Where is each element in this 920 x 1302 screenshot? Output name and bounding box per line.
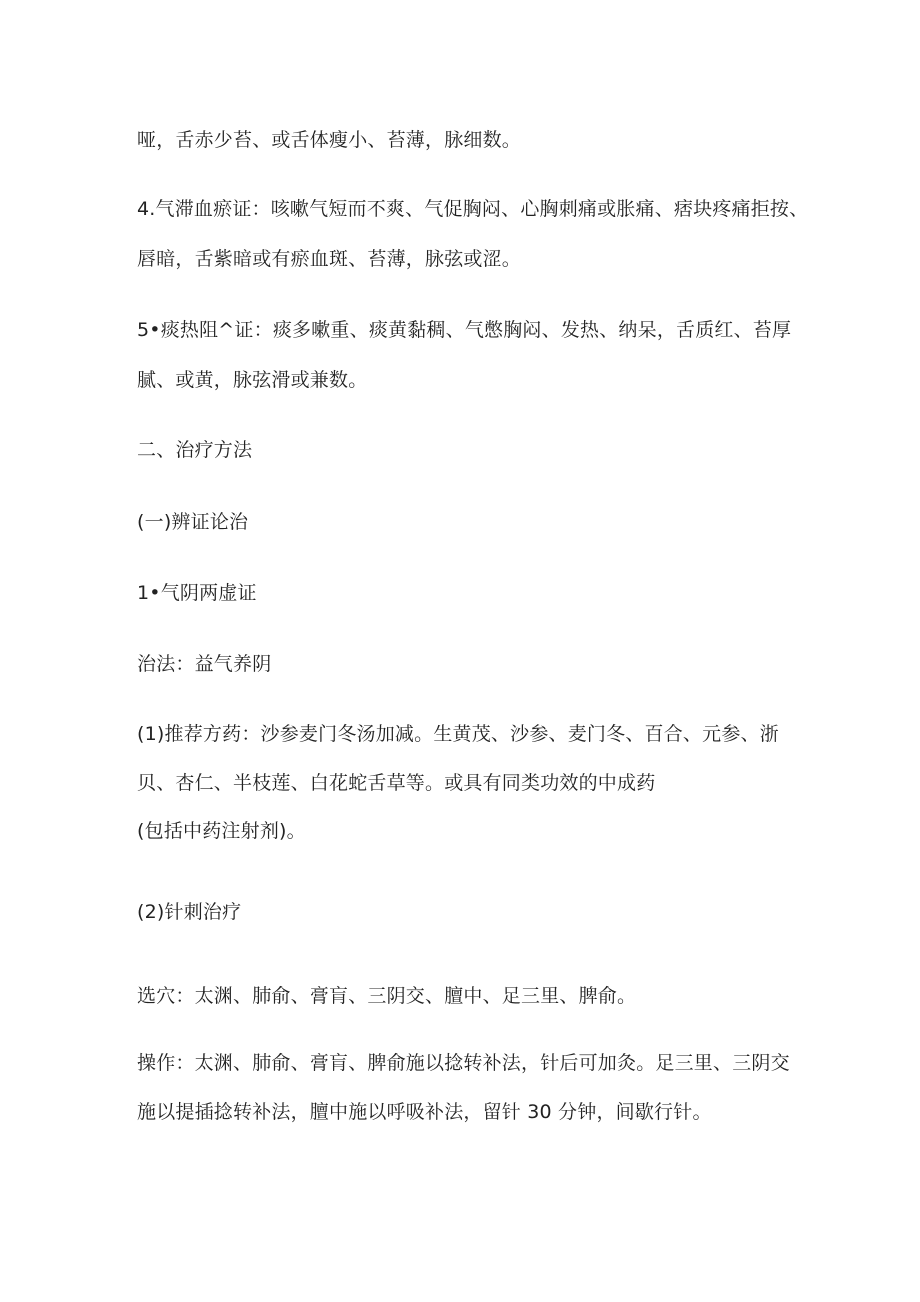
- text-line: 选穴：太渊、肺俞、膏肓、三阴交、膻中、足三里、脾俞。: [137, 985, 637, 1007]
- text-line: 5•痰热阻^证：痰多嗽重、痰黄黏稠、气憋胸闷、发热、纳呆，舌质红、苔厚: [137, 319, 792, 341]
- text-line: 施以提插捻转补法，膻中施以呼吸补法，留针 30 分钟，间歇行针。: [137, 1101, 712, 1123]
- subsection-heading: (一)辨证论治: [137, 511, 249, 533]
- text-line: 操作：太渊、肺俞、膏肓、脾俞施以捻转补法，针后可加灸。足三里、三阴交: [137, 1052, 790, 1074]
- item-heading: 1•气阴两虚证: [137, 582, 257, 604]
- text-line: (1)推荐方药：沙参麦门冬汤加减。生黄茂、沙参、麦门冬、百合、元参、浙: [137, 723, 779, 745]
- item-heading: (2)针刺治疗: [137, 901, 242, 923]
- text-line: (包括中药注射剂)。: [137, 820, 306, 842]
- text-line: 4.气滞血瘀证：咳嗽气短而不爽、气促胸闷、心胸刺痛或胀痛、痞块疼痛拒按、: [137, 198, 809, 220]
- section-heading: 二、治疗方法: [137, 439, 253, 461]
- text-line: 哑，舌赤少苔、或舌体瘦小、苔薄，脉细数。: [137, 129, 522, 151]
- text-line: 腻、或黄，脉弦滑或兼数。: [137, 369, 368, 391]
- text-line: 贝、杏仁、半枝莲、白花蛇舌草等。或具有同类功效的中成药: [137, 772, 656, 794]
- text-line: 治法：益气养阴: [137, 653, 272, 675]
- text-line: 唇暗，舌紫暗或有瘀血斑、苔薄，脉弦或涩。: [137, 248, 522, 270]
